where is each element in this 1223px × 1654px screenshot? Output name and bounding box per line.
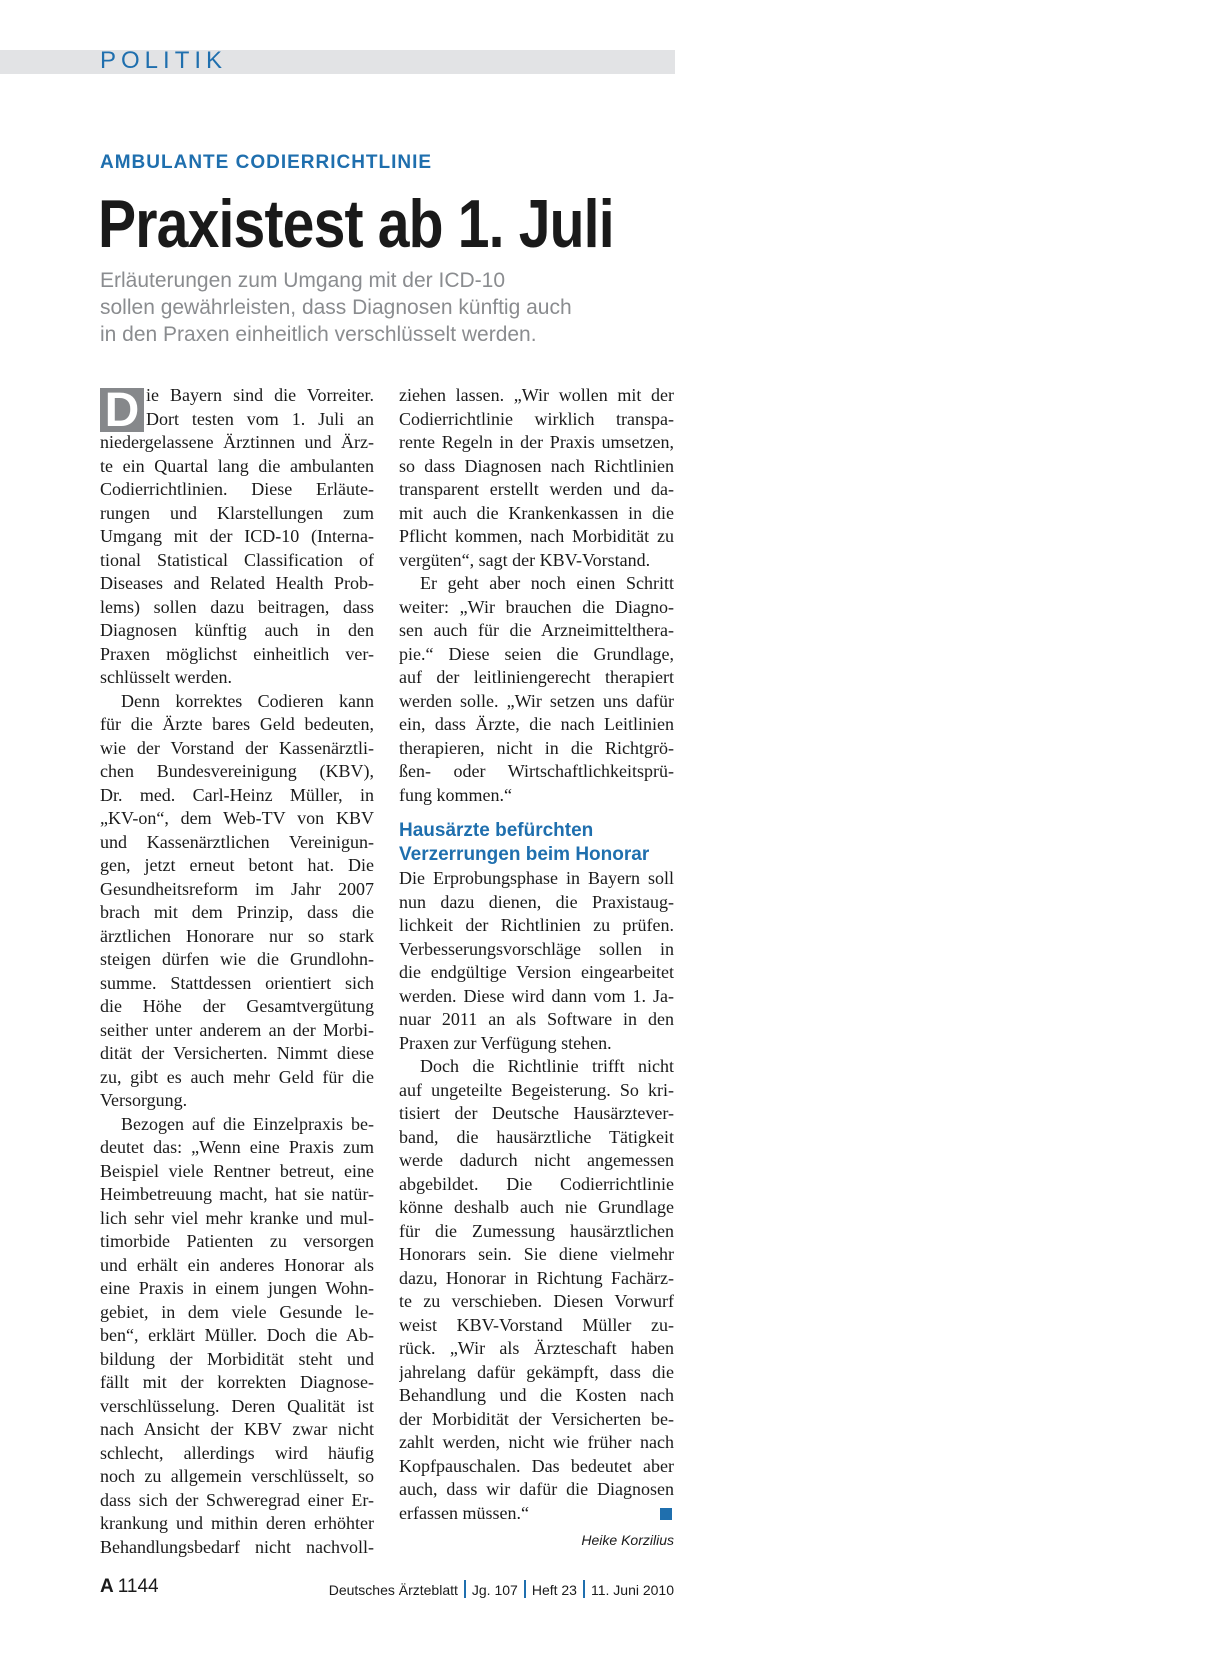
article-line: brach mit dem Prinzip, dass die [100,902,374,922]
article-line: auch, dass wir dafür die Diagnosen [399,1479,674,1499]
article-line: Heimbetreuung macht, hat sie natür- [100,1184,374,1204]
article-line: werden. Diese wird dann vom 1. Ja- [399,985,674,1006]
article-line: te zu verschieben. Diesen Vorwurf [399,1291,674,1311]
column-2-part-a [399,384,674,807]
article-line: Praxen zur Verfügung stehen. [399,1032,612,1053]
article-line: krankung und mithin deren erhöhter [100,1513,374,1533]
article-line: Bezogen auf die Einzelpraxis be- [121,1113,374,1134]
article-line: der Morbidität der Versicherten be- [399,1408,674,1429]
article-line: seither unter anderem an der Morbi- [100,1019,374,1040]
separator [583,1580,585,1598]
article-line: gebiet, in dem viele Gesunde le- [100,1301,374,1322]
article-line: tisiert der Deutsche Hausärztever- [399,1103,674,1123]
article-line: summe. Stattdessen orientiert sich [100,972,374,993]
article-line: so dass Diagnosen nach Richtlinien [399,455,674,476]
column-1 [100,384,374,1559]
article-line: Behandlung und die Kosten nach [399,1385,674,1405]
article-line: die Höhe der Gesamtvergütung [100,996,374,1016]
spacer [399,807,674,819]
subhead-line: Verzerrungen beim Honorar [399,844,650,865]
article-line: werden solle. „Wir setzen uns dafür [399,690,674,711]
article-line: vergüten“, sagt der KBV-Vorstand. [399,549,651,570]
article-line: schlüsselt werden. [100,667,232,687]
article-line: Er geht aber noch einen Schritt [420,573,674,593]
article-line: zu, gibt es auch mehr Geld für die [100,1066,374,1087]
journal-name: Deutsches Ärzteblatt [328,1582,458,1598]
article-line: Beispiel viele Rentner betreut, eine [100,1160,374,1181]
kicker: AMBULANTE CODIERRICHTLINIE [100,152,433,173]
article-line: rente Regeln in der Praxis umsetzen, [399,432,674,452]
article-line: Versorgung. [100,1090,188,1110]
lead-line: in den Praxen einheitlich verschlüsselt werden. [100,323,537,346]
article-line: nuar 2011 an als Software in den [399,1009,674,1029]
article-line: ben“, erklärt Müller. Doch die Ab- [100,1325,374,1345]
article-line: jahrelang dafür gekämpft, dass die [399,1361,674,1382]
article-line: tional Statistical Classification of [100,549,374,570]
article-line: für die Zumessung hausärztlichen [399,1220,674,1241]
end-mark-icon [660,1508,672,1520]
lead-line: sollen gewährleisten, dass Diagnosen künftig auch [100,296,572,319]
article-line: rungen und Klarstellungen zum [100,502,374,523]
article-line: Denn korrektes Codieren kann [121,690,374,711]
article-line: auf der leitliniengerecht therapiert [399,667,674,687]
article-line: werde dadurch nicht angemessen [399,1150,674,1170]
article-line: fung kommen.“ [399,784,512,805]
article-line: weiter: „Wir brauchen die Diagno- [399,596,674,617]
article-line: Umgang mit der ICD-10 (Interna- [100,526,374,546]
article-line: nun dazu dienen, die Praxistaug- [399,891,674,912]
article-line: bildung der Morbidität steht und [100,1348,374,1369]
article-line: dazu, Honorar in Richtung Fachärz- [399,1267,674,1288]
article-line: Codierrichtlinien. Diese Erläute- [100,479,374,499]
article-line: „KV-on“, dem Web-TV von KBV [100,808,374,828]
lead-paragraph [100,267,660,348]
article-line: ßen- oder Wirtschaftlichkeitsprü- [399,761,674,781]
article-line: Dort testen vom 1. Juli an [146,408,374,429]
article-line: Diseases and Related Health Prob- [100,573,374,593]
article-line: Dr. med. Carl-Heinz Müller, in [100,784,374,805]
article-line: Diagnosen künftig auch in den [100,620,374,640]
page-prefix: A [100,1576,114,1597]
article-line: Pflicht kommen, nach Morbidität zu [399,526,674,546]
article-line: deutet das: „Wenn eine Praxis zum [100,1137,374,1157]
article-line: Gesundheitsreform im Jahr 2007 [100,878,374,899]
article-line: band, die hausärztliche Tätigkeit [399,1126,674,1147]
article-line: pie.“ Diese seien die Grundlage, [399,643,674,664]
article-line: und Kassenärztlichen Vereinigun- [100,831,374,852]
article-line: Codierrichtlinie wirklich transpa- [399,408,674,429]
article-line: Behandlungsbedarf nicht nachvoll- [100,1536,374,1557]
journal-volume: Jg. 107 [471,1582,518,1598]
article-line: gen, jetzt erneut betont hat. Die [100,855,374,875]
article-line: wie der Vorstand der Kassenärztli- [100,737,374,758]
article-line: niedergelassene Ärztinnen und Ärz- [100,432,374,452]
drop-cap: D [100,388,144,432]
headline: Praxistest ab 1. Juli [98,186,614,262]
author: Heike Korzilius [581,1532,674,1548]
article-line: schlecht, allerdings wird häufig [100,1442,374,1463]
article-line: te ein Quartal lang die ambulanten [100,455,374,476]
column-2-part-b [399,867,674,1502]
journal-date: 11. Juni 2010 [590,1582,674,1598]
article-line: für die Ärzte bares Geld bedeuten, [100,714,374,734]
article-line: dass sich der Schweregrad einer Er- [100,1489,374,1510]
article-line: Doch die Richtlinie trifft nicht [420,1056,674,1076]
article-line: lich sehr viel mehr kranke und mul- [100,1207,374,1228]
article-line: Kopfpauschalen. Das bedeutet aber [399,1455,674,1476]
article-line: steigen dürfen wie die Grundlohn- [100,949,374,969]
article-line: ie Bayern sind die Vorreiter. [146,385,374,405]
article-line: therapieren, nicht in die Richtgrö- [399,737,674,758]
article-line: dität der Versicherten. Nimmt diese [100,1043,374,1063]
article-line: lems) sollen dazu beitragen, dass [100,596,374,617]
article-line: die endgültige Version eingearbeitet [399,962,674,982]
article-line: chen Bundesvereinigung (KBV), [100,761,374,781]
article-line: Honorars sein. Sie diene vielmehr [399,1244,674,1264]
article-line: Praxen möglichst einheitlich ver- [100,643,374,664]
article-line: ein, dass Ärzte, die nach Leitlinien [399,714,674,734]
journal-issue: Heft 23 [531,1582,577,1598]
article-line: transparent erstellt werden und da- [399,479,674,499]
article-line: mit auch die Krankenkassen in die [399,502,674,523]
article-line: Verbesserungsvorschläge sollen in [399,938,674,959]
page-number [100,1576,159,1598]
article-line: ziehen lassen. „Wir wollen mit der [399,385,674,405]
article-line: eine Praxis in einem jungen Wohn- [100,1278,374,1298]
article-line: abgebildet. Die Codierrichtlinie [399,1173,674,1194]
article-line: weist KBV-Vorstand Müller zu- [399,1314,674,1335]
article-line: sen auch für die Arzneimitteltherа- [399,620,674,640]
article-line: ärztlichen Honorare nur so stark [100,925,374,946]
section-label: POLITIK [100,47,228,74]
article-line: zahlt werden, nicht wie früher nach [399,1432,674,1452]
final-line-text: erfassen müssen.“ [399,1502,529,1523]
article-line: lichkeit der Richtlinien zu prüfen. [399,915,674,935]
article-line: könne deshalb auch nie Grundlage [399,1197,674,1217]
article-line: und erhält ein anderes Honorar als [100,1254,374,1275]
separator [464,1580,466,1598]
column-2 [399,384,674,1525]
lead-line: Erläuterungen zum Umgang mit der ICD-10 [100,269,506,292]
article-line: nach Ansicht der KBV zwar nicht [100,1419,374,1439]
article-line: timorbide Patienten zu versorgen [100,1231,374,1251]
separator [524,1580,526,1598]
article-line: verschlüsselung. Deren Qualität ist [100,1395,374,1416]
journal-info [329,1580,674,1598]
article-line: Die Erprobungsphase in Bayern soll [399,868,674,888]
page-number-value: 1144 [117,1576,159,1597]
article-line: rück. „Wir als Ärzteschaft haben [399,1338,674,1358]
subhead-line: Hausärzte befürchten [399,820,594,841]
article-line: fällt mit der korrekten Diagnose- [100,1372,374,1392]
article-line: noch zu allgemein verschlüsselt, so [100,1466,374,1486]
article-line: auf ungeteilte Begeisterung. So kri- [399,1079,674,1100]
article-line [399,1502,674,1526]
